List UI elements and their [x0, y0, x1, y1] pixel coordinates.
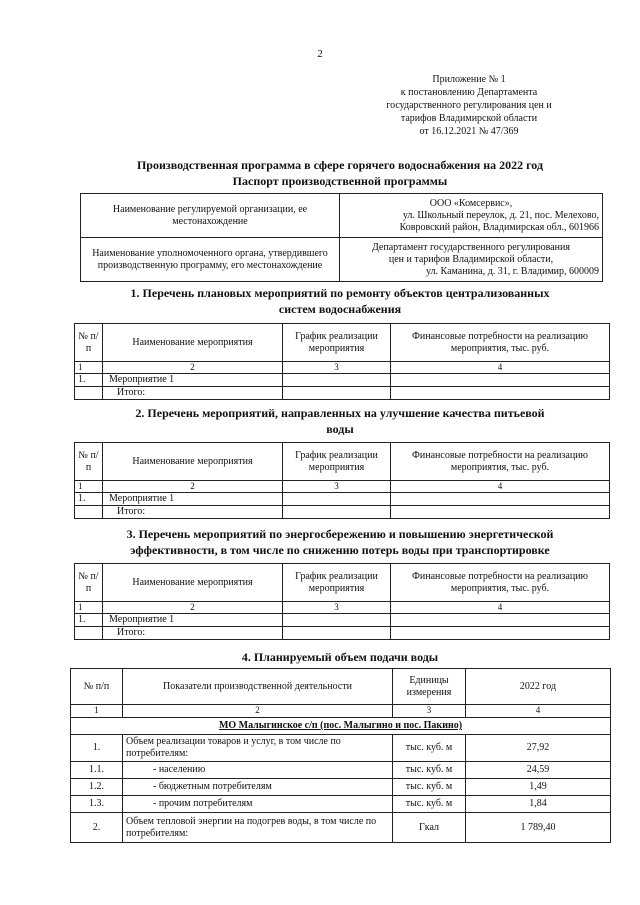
section1-title-line2: систем водоснабжения — [278, 301, 402, 316]
row-name: Мероприятие 1 — [103, 614, 283, 627]
row-indicator: Объем тепловой энергии на подогрев воды, в том числе по потребителям: — [123, 813, 393, 843]
row-num: 1. — [75, 493, 103, 506]
row-total-label: Итого: — [103, 506, 283, 519]
row-num: 2. — [71, 813, 123, 843]
row-num: 1. — [75, 374, 103, 387]
passport-org-value — [340, 194, 603, 238]
row-unit: тыс. куб. м — [393, 796, 466, 813]
row-indicator: - населению — [123, 762, 393, 779]
row-unit: Гкал — [393, 813, 466, 843]
section3-title-line1: 3. Перечень мероприятий по энергосбережению и повышению энергетической — [126, 527, 554, 541]
col-index: 4 — [391, 602, 610, 614]
passport-authority-name2: цен и тарифов Владимирской области, — [388, 253, 554, 265]
table-row — [71, 735, 611, 762]
section2-title-line2: воды — [326, 421, 354, 436]
table-row — [71, 813, 611, 843]
col-index: 3 — [393, 705, 466, 718]
col-schedule-header: График реализации мероприятия — [283, 324, 391, 362]
col-schedule-header: График реализации мероприятия — [283, 564, 391, 602]
col-year-header: 2022 год — [466, 669, 611, 705]
row-num: 1.2. — [71, 779, 123, 796]
col-num-header: № п/п — [75, 564, 103, 602]
col-index: 3 — [283, 362, 391, 374]
row-finance — [391, 493, 610, 506]
row-schedule — [283, 493, 391, 506]
table-row — [75, 493, 610, 506]
row-schedule — [283, 387, 391, 400]
col-index: 1 — [71, 705, 123, 718]
passport-authority-label: Наименование уполномоченного органа, утвердившего производственную программу, его местонахождение — [81, 238, 340, 282]
row-unit: тыс. куб. м — [393, 735, 466, 762]
passport-authority-address: ул. Каманина, д. 31, г. Владимир, 600009 — [426, 265, 599, 277]
row-num — [75, 506, 103, 519]
col-indicator-header: Показатели производственной деятельности — [123, 669, 393, 705]
section3-title — [70, 527, 610, 558]
municipality-row: МО Малыгинское с/п (пос. Малыгино и пос. Пакино) — [71, 718, 611, 735]
row-finance — [391, 627, 610, 640]
col-name-header: Наименование мероприятия — [103, 443, 283, 481]
appendix-line: от 16.12.2021 № 47/369 — [419, 126, 519, 137]
col-units-header: Единицы измерения — [393, 669, 466, 705]
passport-table — [80, 193, 603, 282]
col-index: 4 — [391, 362, 610, 374]
section1-title — [70, 286, 610, 317]
col-index: 2 — [103, 362, 283, 374]
row-value: 1 789,40 — [466, 813, 611, 843]
row-finance — [391, 387, 610, 400]
row-indicator: - бюджетным потребителям — [123, 779, 393, 796]
row-num: 1. — [75, 614, 103, 627]
col-num-header: № п/п — [71, 669, 123, 705]
passport-authority-value — [340, 238, 603, 282]
row-indicator: Объем реализации товаров и услуг, в том числе по потребителям: — [123, 735, 393, 762]
table-row — [75, 614, 610, 627]
col-num-header: № п/п — [75, 443, 103, 481]
passport-authority-name: Департамент государственного регулирования — [371, 241, 570, 253]
table-row — [75, 374, 610, 387]
row-num: 1.3. — [71, 796, 123, 813]
row-schedule — [283, 374, 391, 387]
appendix-line: тарифов Владимирской области — [400, 113, 538, 124]
row-finance — [391, 506, 610, 519]
appendix-line: государственного регулирования цен и — [386, 100, 552, 111]
section3-table — [74, 563, 610, 640]
row-value: 1,84 — [466, 796, 611, 813]
section4-title: 4. Планируемый объем подачи воды — [241, 650, 439, 664]
table-row — [71, 762, 611, 779]
passport-org-name: ООО «Комсервис», — [429, 197, 513, 209]
row-schedule — [283, 614, 391, 627]
row-unit: тыс. куб. м — [393, 762, 466, 779]
row-num — [75, 627, 103, 640]
water-volume-table — [70, 668, 611, 843]
col-index: 3 — [283, 481, 391, 493]
row-name: Мероприятие 1 — [103, 493, 283, 506]
row-schedule — [283, 627, 391, 640]
col-index: 3 — [283, 602, 391, 614]
col-index: 2 — [103, 602, 283, 614]
col-finance-header: Финансовые потребности на реализацию мероприятия, тыс. руб. — [391, 564, 610, 602]
col-num-header: № п/п — [75, 324, 103, 362]
appendix-line: к постановлению Департамента — [400, 87, 538, 98]
section3-title-line2: эффективности, в том числе по снижению потерь воды при транспортировке — [130, 542, 550, 557]
row-indicator: - прочим потребителям — [123, 796, 393, 813]
col-index: 4 — [391, 481, 610, 493]
col-index: 1 — [75, 602, 103, 614]
row-unit: тыс. куб. м — [393, 779, 466, 796]
col-index: 2 — [123, 705, 393, 718]
row-num: 1. — [71, 735, 123, 762]
appendix-block — [330, 73, 608, 138]
program-title-line1: Производственная программа в сфере горячего водоснабжения на 2022 год — [136, 158, 544, 172]
row-total-label: Итого: — [103, 627, 283, 640]
row-value: 27,92 — [466, 735, 611, 762]
col-finance-header: Финансовые потребности на реализацию мероприятия, тыс. руб. — [391, 324, 610, 362]
section2-table — [74, 442, 610, 519]
table-row — [71, 779, 611, 796]
row-num: 1.1. — [71, 762, 123, 779]
table-row-total — [75, 506, 610, 519]
col-schedule-header: График реализации мероприятия — [283, 443, 391, 481]
row-value: 24,59 — [466, 762, 611, 779]
col-name-header: Наименование мероприятия — [103, 564, 283, 602]
program-title — [60, 158, 620, 189]
col-name-header: Наименование мероприятия — [103, 324, 283, 362]
passport-org-address1: ул. Школьный переулок, д. 21, пос. Мелехово, — [402, 209, 599, 221]
col-index: 1 — [75, 481, 103, 493]
col-index: 2 — [103, 481, 283, 493]
row-finance — [391, 374, 610, 387]
page-number: 2 — [317, 48, 323, 60]
row-name: Мероприятие 1 — [103, 374, 283, 387]
section1-table — [74, 323, 610, 400]
passport-org-address2: Ковровский район, Владимирская обл., 601966 — [399, 221, 599, 233]
col-index: 1 — [75, 362, 103, 374]
passport-org-label: Наименование регулируемой организации, ее местонахождение — [81, 194, 340, 238]
row-value: 1,49 — [466, 779, 611, 796]
section1-title-line1: 1. Перечень плановых мероприятий по ремонту объектов централизованных — [130, 286, 550, 300]
appendix-line: Приложение № 1 — [432, 74, 506, 85]
row-total-label: Итого: — [103, 387, 283, 400]
row-finance — [391, 614, 610, 627]
section2-title-line1: 2. Перечень мероприятий, направленных на улучшение качества питьевой — [135, 406, 545, 420]
program-title-line2: Паспорт производственной программы — [232, 173, 448, 188]
section2-title — [70, 406, 610, 437]
table-row-total — [75, 627, 610, 640]
table-row-total — [75, 387, 610, 400]
col-index: 4 — [466, 705, 611, 718]
row-schedule — [283, 506, 391, 519]
row-num — [75, 387, 103, 400]
table-row — [71, 796, 611, 813]
col-finance-header: Финансовые потребности на реализацию мероприятия, тыс. руб. — [391, 443, 610, 481]
